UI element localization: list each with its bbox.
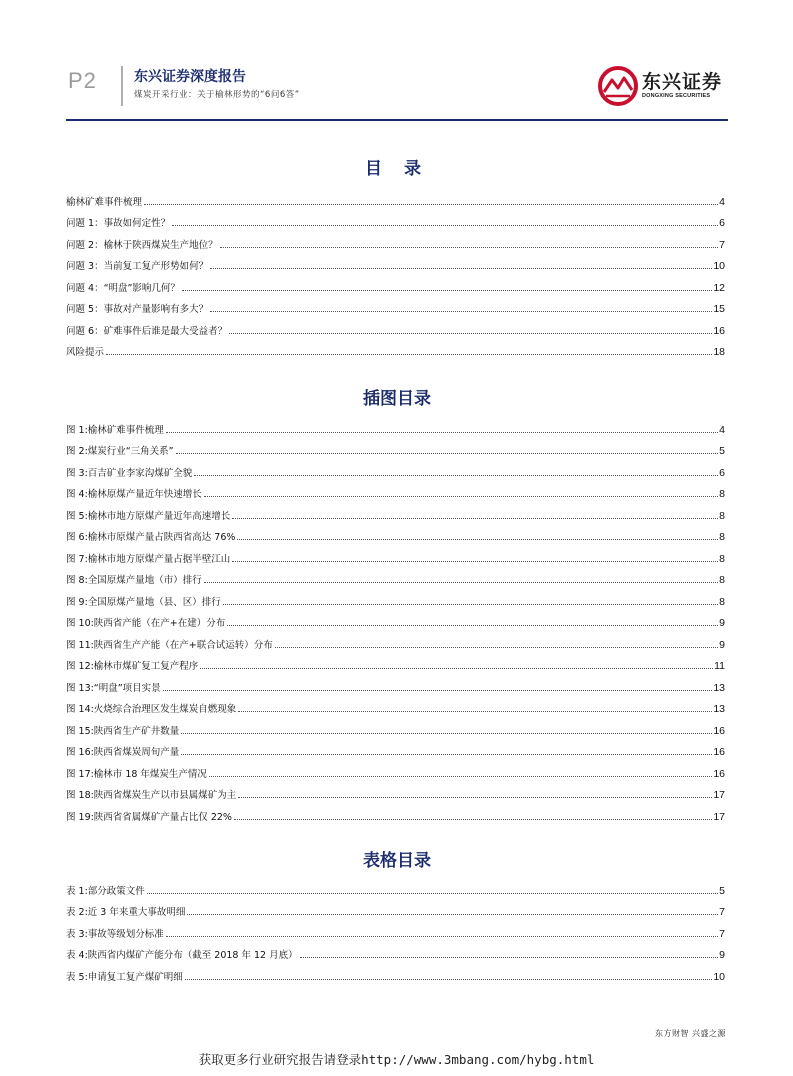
logo-chinese-name: 东兴证券 <box>642 71 723 93</box>
figure-entry[interactable] <box>66 758 725 780</box>
toc-entry-label: 问题 1：事故如何定性？ <box>66 215 171 229</box>
figure-entry-label: 图 7:榆林市地方原煤产量占据半壁江山 <box>66 551 231 565</box>
report-title: 东兴证券深度报告 <box>134 69 246 85</box>
dot-leader <box>194 475 718 476</box>
dot-leader <box>204 496 718 497</box>
figure-entry[interactable] <box>66 543 725 565</box>
toc-entry-page-number: 4 <box>719 195 725 208</box>
figure-entry-label: 图 9:全国原煤产量地（县、区）排行 <box>66 594 222 608</box>
figure-entry-page-number: 6 <box>719 466 725 479</box>
logo-english-name: DONGXING SECURITIES <box>642 93 711 99</box>
figure-entry[interactable] <box>66 672 725 694</box>
dot-leader <box>210 311 712 312</box>
figure-entry-label: 图 17:榆林市 18 年煤炭生产情况 <box>66 766 208 780</box>
dot-leader <box>106 354 712 355</box>
figure-entry[interactable] <box>66 500 725 522</box>
toc-entry[interactable] <box>66 337 725 359</box>
dot-leader <box>144 204 718 205</box>
toc-entry-page-number: 16 <box>713 324 725 337</box>
toc-entry-label: 风险提示 <box>66 344 105 358</box>
header-rule <box>66 119 728 121</box>
table-entry[interactable] <box>66 897 725 919</box>
dot-leader <box>181 733 712 734</box>
figure-entry-label: 图 1:榆林矿难事件梳理 <box>66 422 165 436</box>
toc-entry-page-number: 10 <box>713 260 725 272</box>
figure-entry-page-number: 8 <box>719 552 725 565</box>
dot-leader <box>223 604 718 605</box>
toc-entry[interactable] <box>66 186 725 208</box>
toc-entry[interactable] <box>66 208 725 230</box>
dot-leader <box>172 225 718 226</box>
figure-list-title: 插图目录 <box>363 389 431 409</box>
dot-leader <box>163 690 713 691</box>
toc-entry-page-number: 6 <box>719 217 725 229</box>
toc-entry-label: 问题 4：“明盘”影响几何？ <box>66 280 181 294</box>
dot-leader <box>234 819 712 820</box>
toc-entry[interactable] <box>66 315 725 337</box>
figure-entry[interactable] <box>66 780 725 802</box>
figure-entry-page-number: 8 <box>719 531 725 543</box>
report-subtitle: 煤炭开采行业：关于榆林形势的“6问6答” <box>134 90 300 100</box>
table-entry[interactable] <box>66 940 725 962</box>
table-entry-page-number: 7 <box>719 927 725 940</box>
download-banner[interactable]: 获取更多行业研究报告请登录http://www.3mbang.com/hybg.html <box>198 1052 595 1067</box>
figure-entry[interactable] <box>66 629 725 651</box>
figure-entry-page-number: 13 <box>713 703 725 715</box>
dot-leader <box>181 754 712 755</box>
toc-entry[interactable] <box>66 229 725 251</box>
table-entry-label: 表 4:陕西省内煤矿产能分布（截至 2018 年 12 月底） <box>66 947 299 961</box>
figure-entry-page-number: 9 <box>719 617 725 629</box>
figure-entry-label: 图 16:陕西省煤炭周旬产量 <box>66 744 180 758</box>
figure-entry[interactable] <box>66 414 725 436</box>
toc-title: 目 录 <box>365 159 429 179</box>
figure-entry[interactable] <box>66 801 725 823</box>
table-entry-page-number: 9 <box>719 949 725 961</box>
figure-entry[interactable] <box>66 436 725 458</box>
dot-leader <box>166 936 718 937</box>
toc-entry-page-number: 12 <box>713 281 725 294</box>
toc-list <box>66 186 725 358</box>
figure-entry[interactable] <box>66 715 725 737</box>
toc-entry-label: 榆林矿难事件梳理 <box>66 194 143 208</box>
figure-entry-label: 图 2:煤炭行业“三角关系” <box>66 443 175 457</box>
dot-leader <box>232 518 718 519</box>
dot-leader <box>187 914 718 915</box>
toc-entry[interactable] <box>66 272 725 294</box>
toc-entry-label: 问题 2：榆林于陕西煤炭生产地位？ <box>66 237 219 251</box>
figure-entry[interactable] <box>66 522 725 544</box>
toc-entry-label: 问题 6：矿难事件后谁是最大受益者？ <box>66 323 228 337</box>
table-entry-page-number: 5 <box>719 884 725 897</box>
figure-entry[interactable] <box>66 586 725 608</box>
table-entry-label: 表 1:部分政策文件 <box>66 883 146 897</box>
figure-entry[interactable] <box>66 694 725 716</box>
dot-leader <box>220 247 719 248</box>
toc-entry-label: 问题 5：事故对产量影响有多大？ <box>66 301 209 315</box>
figure-entry-page-number: 4 <box>719 423 725 436</box>
figure-entry-label: 图 13:“明盘”项目实景 <box>66 680 162 694</box>
dot-leader <box>232 561 718 562</box>
table-entry-label: 表 5:申请复工复产煤矿明细 <box>66 969 184 983</box>
dot-leader <box>210 268 712 269</box>
table-entry-page-number: 7 <box>719 906 725 918</box>
figure-entry-label: 图 4:榆林原煤产量近年快速增长 <box>66 486 203 500</box>
figure-entry[interactable] <box>66 457 725 479</box>
figure-entry[interactable] <box>66 608 725 630</box>
figure-entry-page-number: 8 <box>719 488 725 500</box>
table-entry-page-number: 10 <box>713 970 725 983</box>
figure-entry[interactable] <box>66 479 725 501</box>
dongxing-logo-icon <box>598 66 638 106</box>
figure-entry-page-number: 8 <box>719 595 725 608</box>
dot-leader <box>166 432 718 433</box>
dot-leader <box>176 453 719 454</box>
table-list <box>66 875 725 983</box>
figure-entry-label: 图 14:火烧综合治理区发生煤炭自燃现象 <box>66 701 237 715</box>
toc-entry-page-number: 7 <box>719 238 725 251</box>
company-logo <box>598 62 728 110</box>
dot-leader <box>300 957 719 958</box>
table-list-title: 表格目录 <box>363 851 431 871</box>
figure-entry[interactable] <box>66 565 725 587</box>
figure-entry-label: 图 10:陕西省产能（在产+在建）分布 <box>66 615 226 629</box>
toc-entry[interactable] <box>66 251 725 273</box>
toc-entry[interactable] <box>66 294 725 316</box>
dot-leader <box>204 582 718 583</box>
figure-entry-page-number: 11 <box>714 660 725 672</box>
table-entry-label: 表 3:事故等级划分标准 <box>66 926 165 940</box>
figure-entry-label: 图 18:陕西省煤炭生产以市县属煤矿为主 <box>66 787 237 801</box>
dot-leader <box>275 647 718 648</box>
figure-entry-page-number: 8 <box>719 509 725 522</box>
dot-leader <box>200 668 713 669</box>
figure-entry-label: 图 19:陕西省省属煤矿产量占比仅 22% <box>66 809 233 823</box>
figure-entry-label: 图 8:全国原煤产量地（市）排行 <box>66 572 203 586</box>
figure-entry-label: 图 15:陕西省生产矿井数量 <box>66 723 180 737</box>
figure-entry-label: 图 3:百吉矿业李家沟煤矿全貌 <box>66 465 193 479</box>
figure-entry-page-number: 9 <box>719 638 725 651</box>
table-entry[interactable] <box>66 961 725 983</box>
table-entry[interactable] <box>66 875 725 897</box>
figure-list <box>66 414 725 823</box>
figure-entry-label: 图 11:陕西省生产产能（在产+联合试运转）分布 <box>66 637 274 651</box>
table-entry-label: 表 2:近 3 年来重大事故明细 <box>66 904 186 918</box>
dot-leader <box>229 333 712 334</box>
figure-entry[interactable] <box>66 737 725 759</box>
dot-leader <box>238 797 712 798</box>
figure-entry-page-number: 17 <box>713 789 725 801</box>
figure-entry-page-number: 13 <box>713 681 725 694</box>
figure-entry-page-number: 5 <box>719 445 725 457</box>
toc-entry-page-number: 15 <box>713 303 725 315</box>
dot-leader <box>182 290 712 291</box>
figure-entry-page-number: 17 <box>713 810 725 823</box>
toc-entry-page-number: 18 <box>713 346 725 358</box>
dot-leader <box>209 776 712 777</box>
page-header <box>66 62 728 120</box>
dot-leader <box>238 711 712 712</box>
page-number: P2 <box>68 68 97 93</box>
toc-entry-label: 问题 3：当前复工复产形势如何？ <box>66 258 209 272</box>
figure-entry-label: 图 12:榆林市煤矿复工复产程序 <box>66 658 199 672</box>
dot-leader <box>185 979 713 980</box>
header-divider <box>121 66 123 106</box>
dot-leader <box>237 539 718 540</box>
figure-entry-page-number: 16 <box>713 724 725 737</box>
figure-entry-page-number: 16 <box>713 746 725 758</box>
dot-leader <box>227 625 718 626</box>
table-entry[interactable] <box>66 918 725 940</box>
footer-slogan: 东方财智 兴盛之源 <box>654 1029 726 1038</box>
figure-entry[interactable] <box>66 651 725 673</box>
figure-entry-page-number: 8 <box>719 574 725 586</box>
figure-entry-label: 图 5:榆林市地方原煤产量近年高速增长 <box>66 508 231 522</box>
dot-leader <box>147 893 718 894</box>
figure-entry-page-number: 16 <box>713 767 725 780</box>
figure-entry-label: 图 6:榆林市原煤产量占陕西省高达 76% <box>66 529 236 543</box>
